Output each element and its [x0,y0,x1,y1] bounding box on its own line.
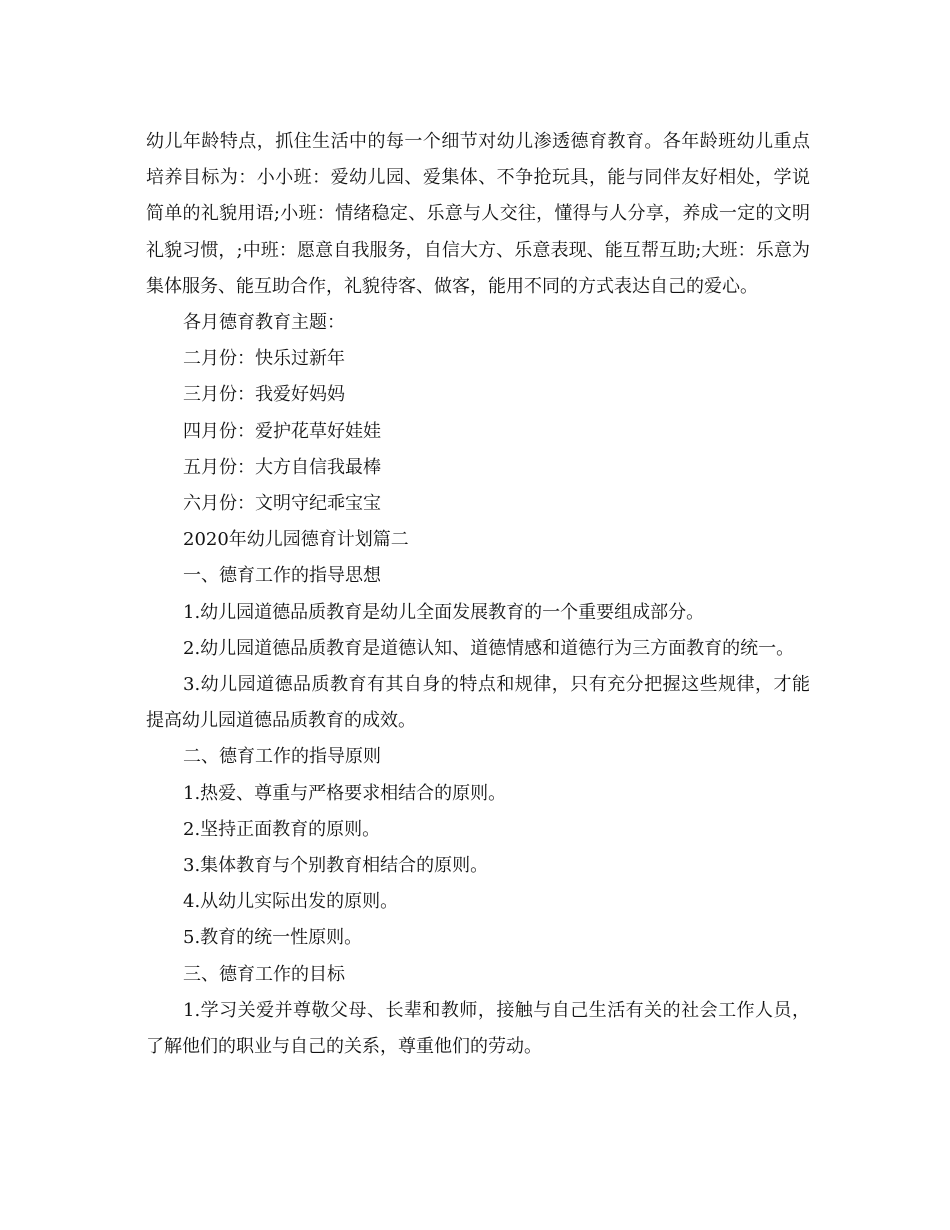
paragraph-section-two-item-4: 4.从幼儿实际出发的原则。 [183,891,399,913]
paragraph-june-theme: 六月份：文明守纪乖宝宝 [183,493,381,515]
paragraph-section-one-item-3: 3.幼儿园道德品质教育有其自身的特点和规律，只有充分把握这些规律，才能提高幼儿园道德品质教育的成效。 [146,674,810,732]
paragraph-section-two-item-1: 1.热爱、尊重与严格要求相结合的原则。 [183,782,507,804]
paragraph-monthly-themes-heading: 各月德育教育主题： [183,312,345,334]
paragraph-section-two-item-3: 3.集体教育与个别教育相结合的原则。 [183,855,489,877]
paragraph-may-theme: 五月份：大方自信我最棒 [183,456,381,478]
paragraph-plan-two-title: 2020年幼儿园德育计划篇二 [183,529,409,551]
paragraph-section-three-item-1: 1.学习关爱并尊敬父母、长辈和教师，接触与自己生活有关的社会工作人员，了解他们的职业与自己的关系，尊重他们的劳动。 [146,999,810,1058]
paragraph-section-one-heading: 一、德育工作的指导思想 [183,565,381,587]
paragraph-section-three-heading: 三、德育工作的目标 [183,963,345,985]
paragraph-section-one-item-1: 1.幼儿园道德品质教育是幼儿全面发展教育的一个重要组成部分。 [183,601,705,623]
paragraph-section-two-heading: 二、德育工作的指导原则 [183,746,381,768]
paragraph-march-theme: 三月份：我爱好妈妈 [183,384,345,406]
paragraph-section-two-item-5: 5.教育的统一性原则。 [183,927,363,949]
document-body [146,124,810,1065]
paragraph-february-theme: 二月份：快乐过新年 [183,348,345,370]
paragraph-april-theme: 四月份：爱护花草好娃娃 [183,420,381,442]
paragraph-section-two-item-2: 2.坚持正面教育的原则。 [183,818,381,840]
paragraph-section-one-item-2: 2.幼儿园道德品质教育是道德认知、道德情感和道德行为三方面教育的统一。 [183,637,795,659]
paragraph-age-goals: 幼儿年龄特点，抓住生活中的每一个细节对幼儿渗透德育教育。各年龄班幼儿重点培养目标为：小小班：爱幼儿园、爱集体、不争抢玩具，能与同伴友好相处，学说简单的礼貌用语;小班：情绪稳定、乐意与人交往，懂得与人分享，养成一定的文明礼貌习惯，;中班：愿意自我服务，自信大方、乐意表现、能互帮互助;大班：乐意为集体服务、能互助合作，礼貌待客、做客，能用不同的方式表达自己的爱心。 [146,131,811,297]
